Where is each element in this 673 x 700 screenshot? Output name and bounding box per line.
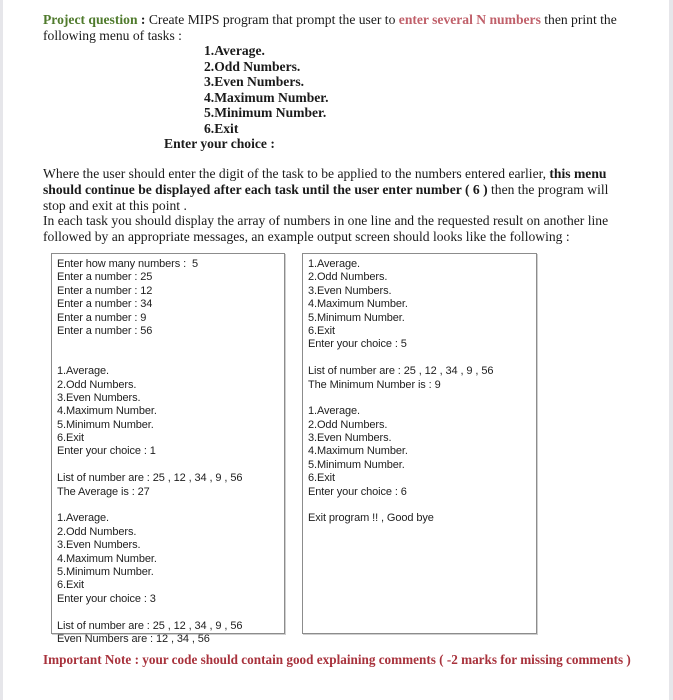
console-line: 3.Even Numbers. (57, 539, 141, 552)
console-line: 2.Odd Numbers. (57, 378, 137, 391)
console-line: 6.Exit (308, 324, 335, 337)
console-line: 2.Odd Numbers. (308, 271, 388, 284)
console-line: 3.Even Numbers. (57, 391, 141, 404)
console-line: 4.Maximum Number. (57, 552, 157, 565)
console-line: 5.Minimum Number. (57, 565, 154, 578)
console-line: Enter how many numbers : 5 (57, 258, 198, 270)
page-edge-left (0, 0, 3, 700)
console-choice: Enter your choice : 5 (308, 338, 407, 351)
console-line: 3.Even Numbers. (308, 284, 392, 297)
console-output-left (51, 253, 285, 645)
description (43, 166, 633, 245)
console-line: Enter a number : 56 (57, 324, 153, 337)
console-result: The Average is : 27 (57, 485, 150, 498)
console-line: 5.Minimum Number. (308, 458, 405, 471)
menu-prompt: Enter your choice : (164, 136, 275, 151)
project-question-highlight: enter several N numbers (398, 12, 541, 27)
description-p1-bold: this menu should continue be displayed after each task until the user enter number ( 6 ) (43, 166, 607, 197)
console-line: Enter a number : 12 (57, 284, 153, 297)
project-question-tail: then print the following menu of tasks : (43, 12, 617, 43)
console-line: Enter a number : 9 (57, 311, 147, 324)
menu-item-average: 1.Average. (204, 43, 265, 58)
console-list: List of number are : 25 , 12 , 34 , 9 , 56 (57, 472, 243, 485)
task-menu (204, 43, 328, 136)
console-list: List of number are : 25 , 12 , 34 , 9 , 56 (57, 619, 243, 632)
menu-item-exit: 6.Exit (204, 120, 239, 136)
description-paragraph-2: In each task you should display the array of numbers in one line and the requested result on another line followed by an appropriate messages, an example output screen should looks like the following : (43, 213, 609, 245)
console-line: 4.Maximum Number. (308, 298, 408, 311)
menu-item-even: 3.Even Numbers. (204, 74, 305, 89)
console-line: Enter a number : 34 (57, 298, 153, 311)
console-line: 2.Odd Numbers. (57, 525, 137, 538)
console-line: 1.Average. (57, 512, 110, 525)
description-paragraph-1 (43, 166, 633, 213)
console-line: 1.Average. (308, 405, 361, 418)
console-line: 5.Minimum Number. (308, 311, 405, 324)
console-line: 1.Average. (57, 365, 110, 378)
console-line: 4.Maximum Number. (57, 405, 157, 418)
console-line: 1.Average. (308, 258, 361, 270)
console-line: 6.Exit (57, 579, 84, 592)
menu-item-odd: 2.Odd Numbers. (204, 58, 301, 74)
project-question-sep: : (137, 12, 149, 27)
console-exit-message: Exit program !! , Good bye (308, 512, 434, 525)
console-line: 6.Exit (57, 432, 84, 445)
console-output-right (302, 253, 537, 634)
console-line: 6.Exit (308, 472, 335, 485)
important-note: Important Note : your code should contain good explaining comments ( -2 marks for missing comments ) (43, 652, 631, 667)
project-question-text: Create MIPS program that prompt the user to (148, 12, 399, 27)
console-line: 3.Even Numbers. (308, 432, 392, 445)
menu-item-min: 5.Minimum Number. (204, 105, 327, 120)
console-choice: Enter your choice : 3 (57, 592, 156, 605)
console-line: 5.Minimum Number. (57, 418, 154, 431)
console-result: Even Numbers are : 12 , 34 , 56 (57, 632, 210, 645)
console-line: Enter a number : 25 (57, 271, 153, 284)
console-choice: Enter your choice : 6 (308, 485, 407, 498)
page-edge-right (669, 0, 673, 700)
console-line: 4.Maximum Number. (308, 445, 408, 458)
console-list: List of number are : 25 , 12 , 34 , 9 , 56 (308, 365, 494, 378)
console-line: 2.Odd Numbers. (308, 418, 388, 431)
console-result: The Minimum Number is : 9 (308, 378, 441, 391)
project-question-label: Project question (43, 12, 138, 27)
menu-item-max: 4.Maximum Number. (204, 89, 329, 105)
console-choice: Enter your choice : 1 (57, 445, 156, 458)
description-p1-tail: then the program will stop and exit at this point . (43, 181, 609, 213)
project-question (43, 12, 633, 44)
description-p1-plain: Where the user should enter the digit of the task to be applied to the numbers entered earlier, (43, 166, 550, 181)
